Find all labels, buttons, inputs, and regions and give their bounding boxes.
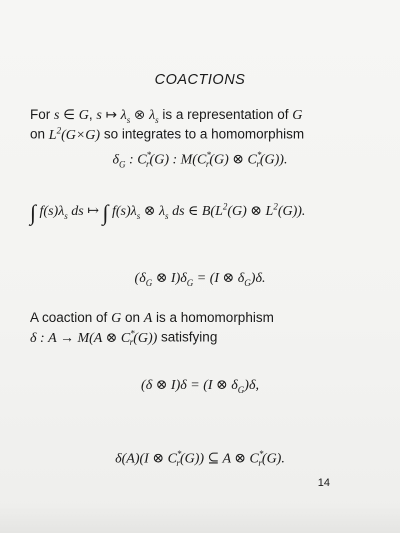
paragraph-1-line-1: For s ∈ G, s ↦ $\lambda_s$ ⊗ $\lambda_s$ is a representation of G: [30, 107, 303, 125]
paragraph-2-line-1: A coaction of G on A is a homomorphism: [30, 310, 274, 326]
equation-coaction-identity: (δ ⊗ I)δ = (I ⊗ $\delta_G)\delta$,: [141, 378, 259, 395]
page-title: COACTIONS: [154, 72, 246, 88]
paragraph-2-line-2: δ : A → M(A ⊗ $C^*_r(G)$) satisfying: [30, 328, 218, 348]
equation-integral: ∫ $f(s)\lambda_s$ ds ↦ ∫ $f(s)\lambda_s$ ⊗ $\lambda_s$ ds ∈ $B(L^2(G)$ ⊗ $L^2(G)$).: [30, 200, 306, 225]
page-number: 14: [317, 477, 330, 489]
paragraph-1-line-2: on $L^2(G\times G)$ so integrates to a homomorphism: [30, 125, 305, 143]
equation-nondegeneracy: δ(A)(I ⊗ $C^*_r(G)$) ⊆ A ⊗ $C^*_r(G)$.: [115, 449, 285, 469]
equation-delta-g: $\delta_G$ : $C^*_r(G)$ : $M(C^*_r(G)$ ⊗ $C^*_r(G)$).: [112, 150, 288, 170]
page-shadow: [0, 503, 400, 533]
equation-coassociativity-g: ($\delta_G$ ⊗ $I)\delta_G = (I$ ⊗ $\delta_G)\delta$.: [134, 271, 266, 288]
